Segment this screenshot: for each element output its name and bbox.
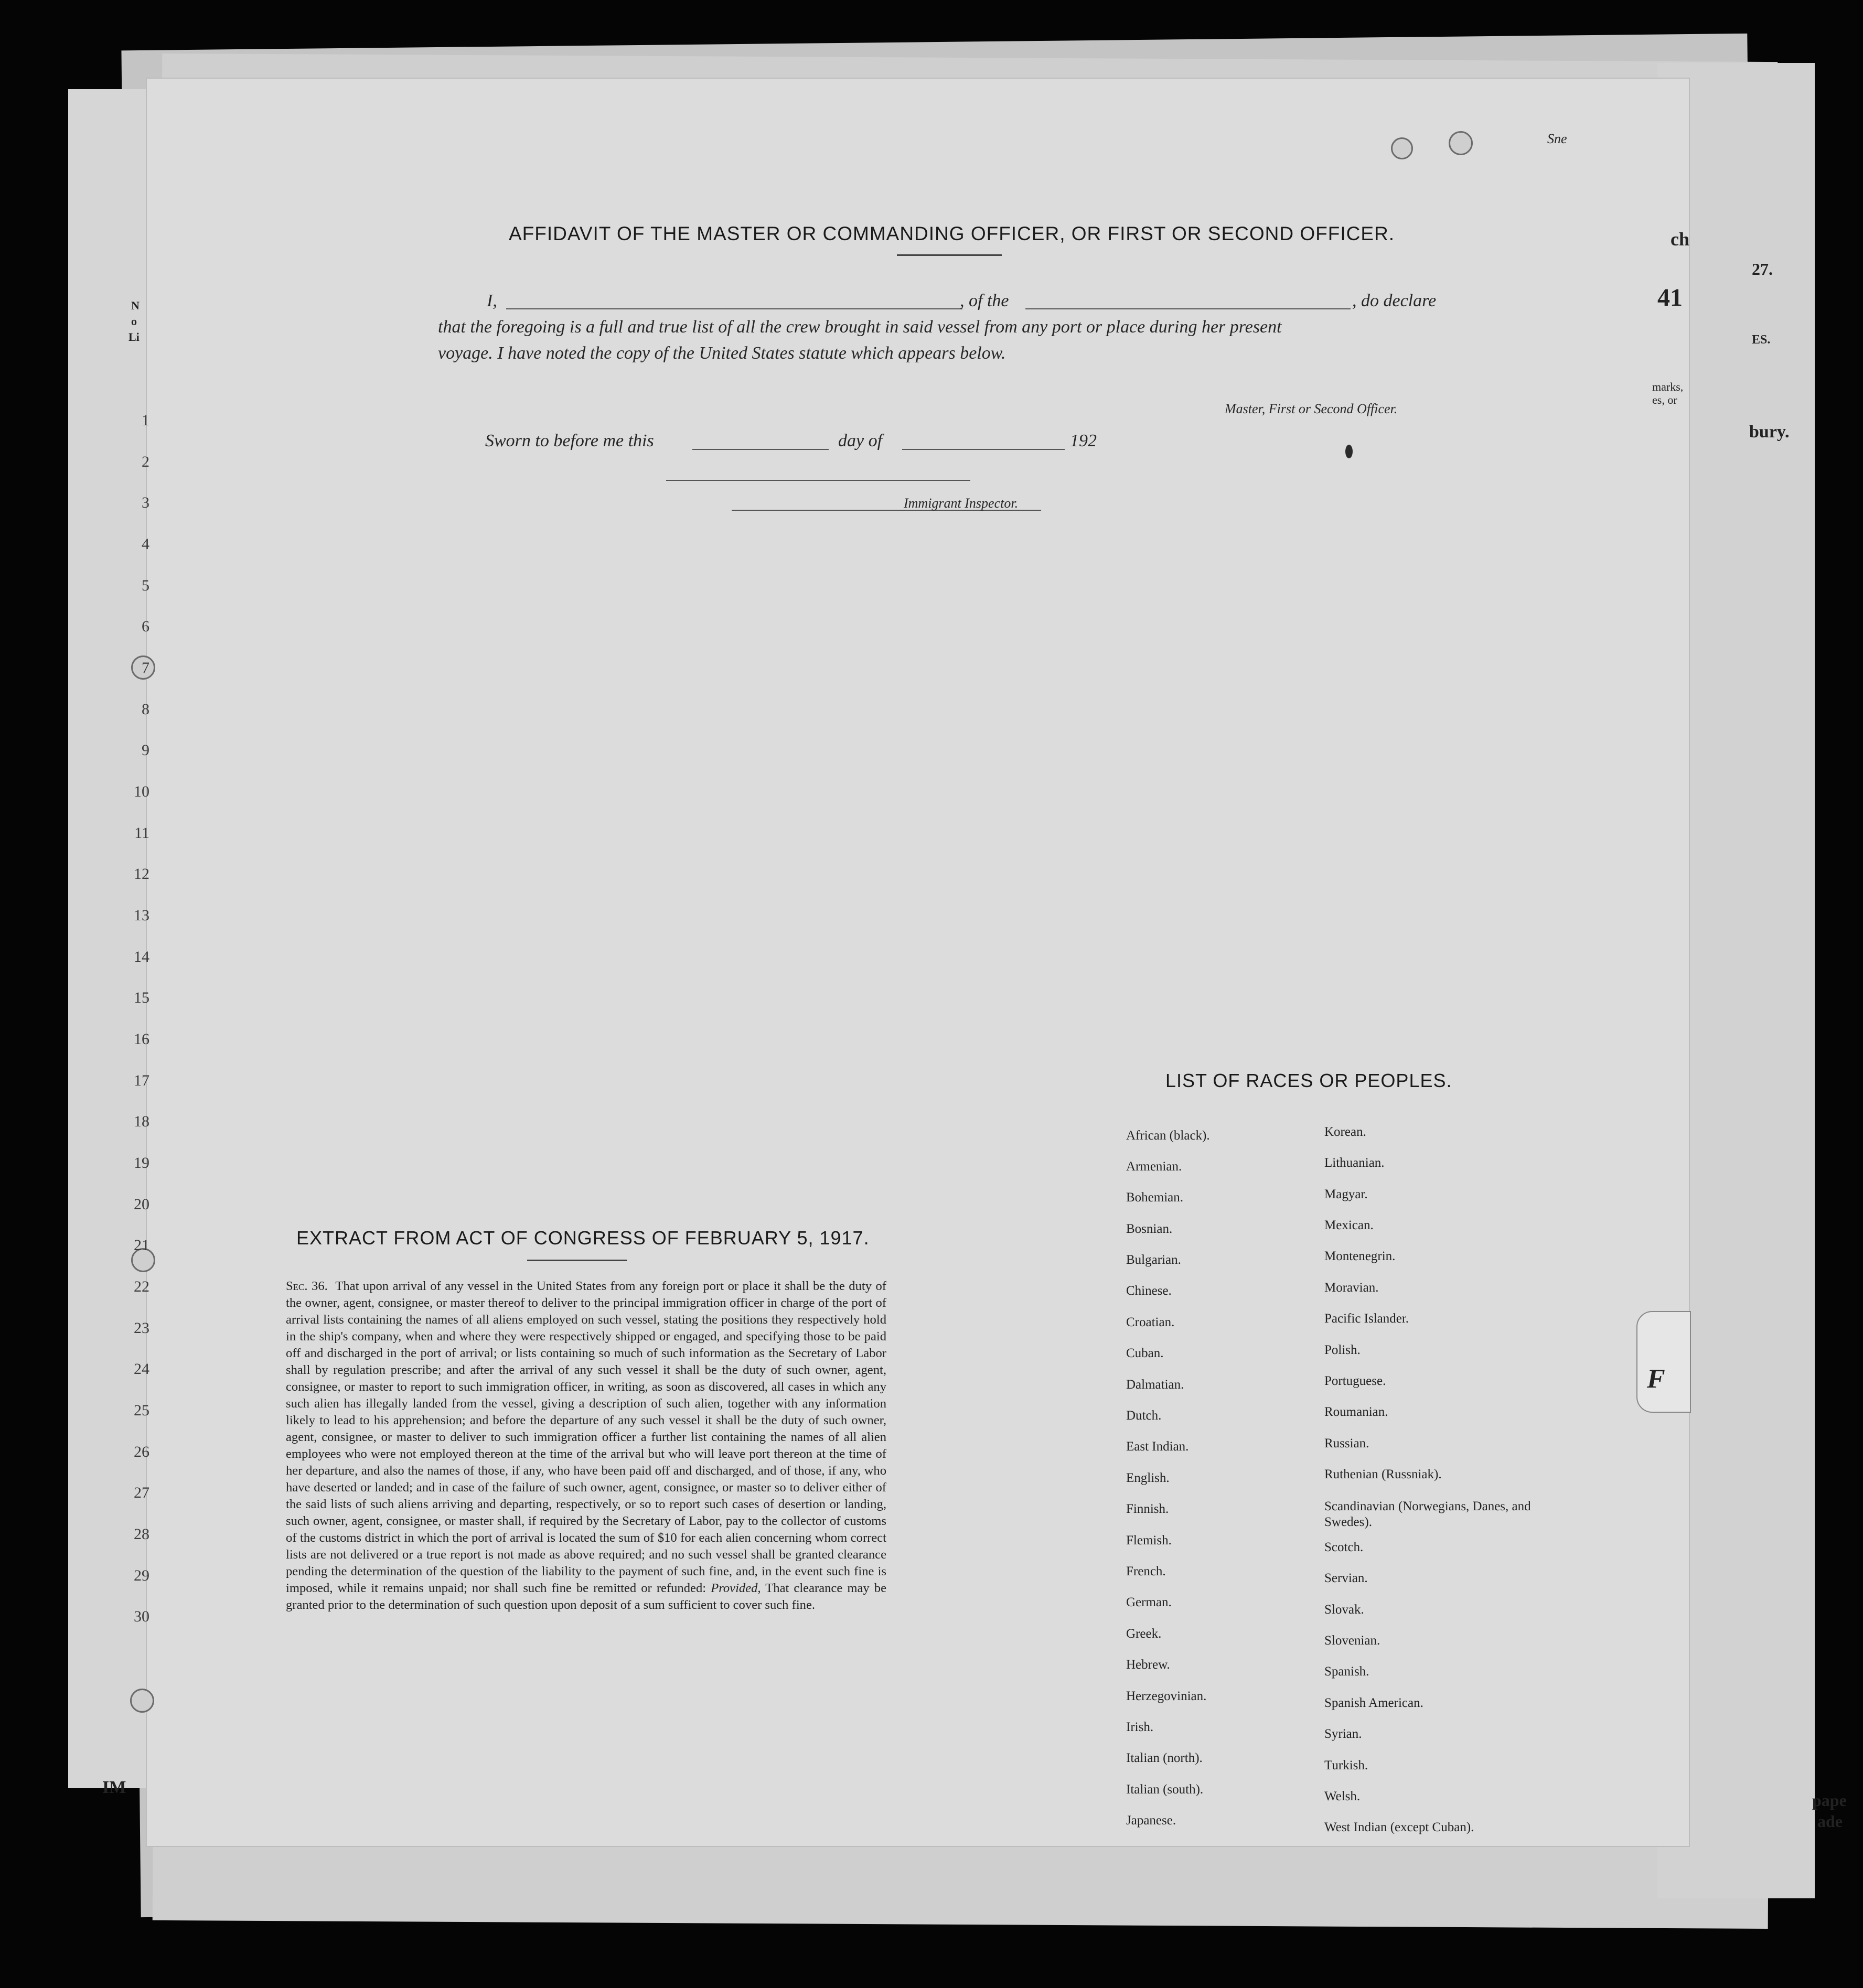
- row-number: 21: [134, 1237, 149, 1254]
- race-item: Servian.: [1324, 1571, 1368, 1585]
- left-fragment: IM: [102, 1778, 126, 1797]
- race-item: Chinese.: [1126, 1284, 1172, 1298]
- affidavit-heading: AFFIDAVIT OF THE MASTER OR COMMANDING OFFICER, OR FIRST OR SECOND OFFICER.: [509, 223, 1395, 244]
- right-fragment: ES.: [1752, 333, 1771, 347]
- race-item: Magyar.: [1324, 1187, 1368, 1201]
- right-fragment: 41: [1657, 284, 1683, 311]
- row-number: 11: [134, 824, 149, 842]
- race-item: Dalmatian.: [1126, 1378, 1184, 1392]
- race-item: West Indian (except Cuban).: [1324, 1820, 1474, 1834]
- extract-body: [286, 1278, 886, 1614]
- row-number: 26: [134, 1443, 149, 1460]
- race-item: French.: [1126, 1564, 1166, 1578]
- row-number: 30: [134, 1608, 149, 1625]
- row-number: 16: [134, 1030, 149, 1048]
- left-fragment: N: [131, 299, 140, 312]
- row-number: 8: [142, 701, 149, 718]
- row-number: 28: [134, 1525, 149, 1543]
- race-item: Scotch.: [1324, 1540, 1364, 1554]
- race-item: Russian.: [1324, 1436, 1369, 1450]
- row-number: 24: [134, 1360, 149, 1378]
- row-number: 18: [134, 1113, 149, 1130]
- row-number: 25: [134, 1402, 149, 1419]
- race-item: Scandinavian (Norwegians, Danes, and Swedes).: [1324, 1499, 1531, 1529]
- right-fragment: ade: [1817, 1812, 1843, 1831]
- race-item: Welsh.: [1324, 1789, 1361, 1803]
- left-fragment: o: [131, 315, 137, 328]
- right-fragment: bury.: [1749, 422, 1790, 442]
- heading-rule: [527, 1260, 627, 1261]
- punch-hole: [1449, 131, 1473, 155]
- race-item: Armenian.: [1126, 1159, 1182, 1174]
- extract-text: That upon arrival of any vessel in the United States from any foreign port or place it shall be the duty of the owner, agent, consignee, or master thereof to deliver to the principal immigration officer in charge of the port of arrival lists containing the names of all aliens employed on such vessel, stating the positions they respectively hold in the ship's company, when and where they were respectively shipped or engaged, and specifying those to be paid off and discharged in the port of arrival; or lists containing so much of such information as the Secretary of Labor shall by regulation prescribe; and after the arrival of any such vessel it shall be the duty of such owner, agent, consignee, or master to report to such immigration officer, in writing, as soon as discovered, all cases in which any such alien has illegally landed from the vessel, giving a description of such alien, together with any information likely to lead to his apprehension; and before the departure of any such vessel it shall be the duty of such owner, agent, consignee, or master to deliver to such immigration officer a further list containing the names of all alien employees who were not employed thereon at the time of the arrival but who will leave port thereon at the time of her departure, and also the names of those, if any, who have been paid off and discharged, and of those, if any, who have deserted or landed; and in case of the failure of such owner, agent, consignee, or master so to deliver either of the said lists of such aliens arriving and departing, respectively, or so to report such cases of desertion or landing, such owner, agent, consignee, or master shall, if required by the Secretary of Labor, pay to the collector of customs of the customs district in which the port of arrival is located the sum of $10 for each alien concerning whom correct lists are not delivered or a true report is not made as above required; and no such vessel shall be granted clearance pending the determination of the question of the liability to the payment of such fine, and, in the event such fine is imposed, while it remains unpaid; nor shall such fine be remitted or refunded:: [286, 1279, 886, 1595]
- row-number: 6: [142, 618, 149, 635]
- row-number: 17: [134, 1072, 149, 1089]
- right-fragment: ch: [1671, 229, 1689, 250]
- master-signature-caption: Master, First or Second Officer.: [1225, 401, 1398, 416]
- race-item: Pacific Islander.: [1324, 1312, 1409, 1326]
- row-number: 10: [134, 783, 149, 800]
- sworn-label: Sworn to before me this: [485, 431, 654, 450]
- row-number: 9: [142, 742, 149, 759]
- row-number: 4: [142, 535, 149, 553]
- row-number: 3: [142, 494, 149, 511]
- heading-rule: [897, 254, 1002, 256]
- race-item: Flemish.: [1126, 1533, 1172, 1548]
- right-fragment: marks,: [1652, 380, 1684, 393]
- ink-blot: [1345, 445, 1353, 458]
- row-number: 29: [134, 1567, 149, 1584]
- races-heading: LIST OF RACES OR PEOPLES.: [1165, 1070, 1452, 1091]
- race-item: Spanish American.: [1324, 1696, 1423, 1710]
- right-fragment: es, or: [1652, 393, 1677, 406]
- race-item: Lithuanian.: [1324, 1156, 1385, 1170]
- race-item: Slovenian.: [1324, 1634, 1380, 1648]
- left-fragment: Li: [129, 330, 140, 343]
- race-item: Cuban.: [1126, 1346, 1164, 1360]
- race-item: Greek.: [1126, 1627, 1162, 1641]
- race-item: Mexican.: [1324, 1218, 1374, 1232]
- inspector-signature-field[interactable]: [666, 480, 970, 481]
- race-item: Bohemian.: [1126, 1190, 1184, 1205]
- race-item: Italian (south).: [1126, 1782, 1204, 1797]
- right-fragment: 27.: [1752, 260, 1773, 278]
- row-number: 1: [142, 412, 149, 429]
- race-item: Roumanian.: [1324, 1405, 1388, 1419]
- race-item: Croatian.: [1126, 1315, 1175, 1329]
- year-label: 192: [1070, 431, 1097, 450]
- race-item: Bosnian.: [1126, 1222, 1173, 1236]
- sworn-day-field[interactable]: [692, 449, 829, 450]
- row-number: 20: [134, 1196, 149, 1213]
- race-item: Spanish.: [1324, 1664, 1369, 1679]
- race-item: Hebrew.: [1126, 1658, 1170, 1672]
- day-of-label: day of: [838, 431, 883, 450]
- race-item: East Indian.: [1126, 1439, 1189, 1454]
- section-label: Sec. 36.: [286, 1279, 328, 1293]
- extract-text-end: That clearance may be granted prior to the determination of such question upon deposit of a sum sufficient to cover such fine.: [286, 1581, 886, 1612]
- race-item: Montenegrin.: [1324, 1249, 1396, 1263]
- inspector-caption: Immigrant Inspector.: [904, 496, 1019, 511]
- race-item: Korean.: [1324, 1125, 1366, 1139]
- race-item: Moravian.: [1324, 1281, 1379, 1295]
- row-number: 2: [142, 453, 149, 470]
- row-number: 19: [134, 1154, 149, 1172]
- tab-mark: F: [1647, 1364, 1665, 1394]
- extract-heading: EXTRACT FROM ACT OF CONGRESS OF FEBRUARY 5, 1917.: [296, 1227, 870, 1249]
- race-item: Bulgarian.: [1126, 1253, 1181, 1267]
- right-fragment: pape: [1812, 1791, 1847, 1810]
- race-item: English.: [1126, 1471, 1170, 1485]
- race-item: Dutch.: [1126, 1409, 1162, 1423]
- row-number: 14: [134, 948, 149, 965]
- race-item: African (black).: [1126, 1129, 1210, 1143]
- race-item: Syrian.: [1324, 1727, 1362, 1741]
- affidavit-line-2: that the foregoing is a full and true list of all the crew brought in said vessel from any port or place during her present: [438, 317, 1282, 337]
- affidavit-declare-label: , do declare: [1352, 291, 1437, 310]
- race-item: Slovak.: [1324, 1603, 1364, 1617]
- race-item: Finnish.: [1126, 1502, 1169, 1516]
- sworn-month-field[interactable]: [902, 449, 1065, 450]
- top-right-fragment: Sne: [1547, 131, 1567, 146]
- race-item: Turkish.: [1324, 1758, 1368, 1772]
- race-item: Italian (north).: [1126, 1751, 1203, 1765]
- race-item: Ruthenian (Russniak).: [1324, 1467, 1442, 1481]
- punch-hole: [1391, 137, 1413, 159]
- row-number: 23: [134, 1319, 149, 1337]
- row-number: 13: [134, 907, 149, 924]
- race-item: Portuguese.: [1324, 1374, 1386, 1388]
- row-number: 22: [134, 1278, 149, 1295]
- race-item: Japanese.: [1126, 1813, 1176, 1828]
- row-number: 15: [134, 989, 149, 1006]
- vessel-name-field[interactable]: [1025, 308, 1351, 309]
- row-number: 27: [134, 1484, 149, 1501]
- race-item: Herzegovinian.: [1126, 1689, 1207, 1703]
- officer-name-field[interactable]: [506, 308, 962, 309]
- affidavit-of-label: , of the: [960, 291, 1009, 310]
- race-item: Polish.: [1324, 1343, 1361, 1357]
- provided-word: Provided,: [711, 1581, 761, 1595]
- row-number: 5: [142, 577, 149, 594]
- attached-tab: [1636, 1311, 1691, 1413]
- row-number: 12: [134, 865, 149, 883]
- punch-hole: [130, 1689, 154, 1713]
- race-item: German.: [1126, 1595, 1172, 1609]
- affidavit-line-3: voyage. I have noted the copy of the United States statute which appears below.: [438, 343, 1006, 363]
- affidavit-i-label: I,: [487, 291, 497, 310]
- race-item: Irish.: [1126, 1720, 1154, 1734]
- row-number: 7: [142, 659, 149, 676]
